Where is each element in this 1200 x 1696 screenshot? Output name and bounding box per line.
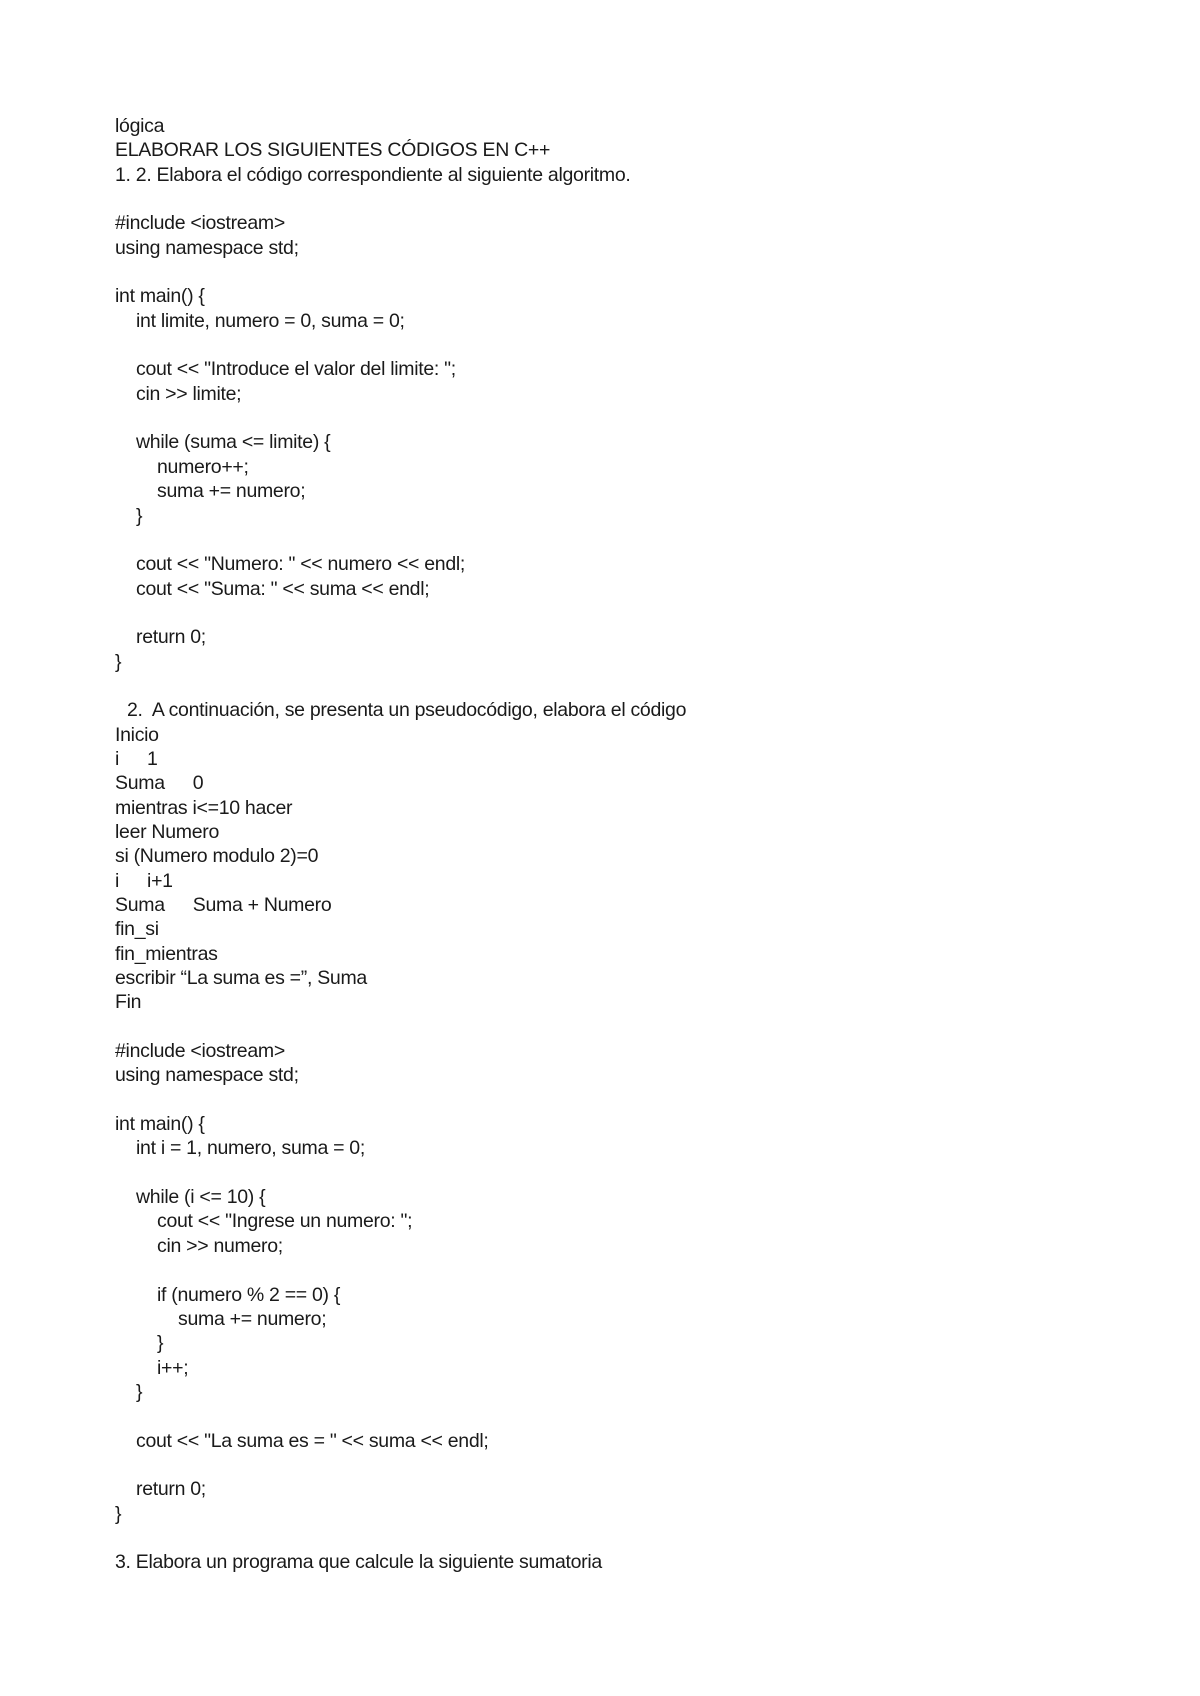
code-line: cout << "Numero: " << numero << endl; (136, 553, 466, 576)
pseudocode-text: i (115, 747, 120, 770)
code-line (115, 1161, 1115, 1185)
pseudocode-value: 0 (192, 772, 204, 795)
pseudocode-line (115, 966, 1115, 990)
pseudocode-line (115, 990, 1115, 1014)
spacer (115, 1015, 1115, 1039)
code-line: cout << "La suma es = " << suma << endl; (136, 1429, 489, 1452)
code-line: using namespace std; (115, 236, 299, 259)
spacer (115, 1526, 1115, 1550)
code-line: if (numero % 2 == 0) { (157, 1283, 341, 1306)
code-line: return 0; (136, 626, 206, 649)
code-line: i++; (157, 1356, 189, 1379)
pseudocode-value: i+1 (147, 869, 173, 892)
pseudocode-line (115, 747, 1115, 771)
code-line (115, 1453, 1115, 1477)
code-line: cout << "Introduce el valor del limite: "; (136, 358, 456, 381)
code-block-2 (115, 1039, 1115, 1526)
code-line: int main() { (115, 285, 205, 308)
pseudocode-line (115, 723, 1115, 747)
code-line: cout << "Suma: " << suma << endl; (136, 577, 430, 600)
code-line (115, 1088, 1115, 1112)
pseudocode-line (115, 917, 1115, 941)
code-line: return 0; (136, 1478, 206, 1501)
exercise-2-prompt: 2. A continuación, se presenta un pseudocódigo, elabora el código (127, 699, 687, 722)
code-line: while (suma <= limite) { (136, 431, 331, 454)
code-line (115, 1404, 1115, 1428)
code-line: cin >> limite; (136, 382, 242, 405)
code-line (115, 406, 1115, 430)
pseudocode-line (115, 844, 1115, 868)
code-line: using namespace std; (115, 1064, 299, 1087)
code-line: int limite, numero = 0, suma = 0; (136, 309, 405, 332)
code-line: int i = 1, numero, suma = 0; (136, 1137, 365, 1160)
code-line: #include <iostream> (115, 1040, 285, 1063)
code-line: suma += numero; (178, 1307, 327, 1330)
code-line: cin >> numero; (157, 1234, 283, 1257)
pseudocode-line (115, 796, 1115, 820)
pseudocode-text: Inicio (115, 723, 159, 746)
code-line: int main() { (115, 1113, 205, 1136)
pseudocode-text: Fin (115, 991, 142, 1014)
code-line: cout << "Ingrese un numero: "; (157, 1210, 413, 1233)
code-line (115, 1258, 1115, 1282)
pseudocode-text: fin_si (115, 918, 159, 941)
code-line (115, 601, 1115, 625)
code-line: } (136, 504, 143, 527)
pseudocode-text: si (Numero modulo 2)=0 (115, 845, 319, 868)
pseudocode-value: Suma + Numero (192, 894, 332, 916)
pseudocode-line (115, 893, 1115, 917)
pseudocode-text: mientras i<=10 hacer (115, 796, 293, 819)
exercise-1-prompt: 1. 2. Elabora el código correspondiente al siguiente algoritmo. (115, 163, 631, 186)
spacer (115, 187, 1115, 211)
pseudocode-line (115, 869, 1115, 893)
pseudocode-value: 1 (147, 747, 158, 770)
page-heading: ELABORAR LOS SIGUIENTES CÓDIGOS EN C++ (115, 139, 551, 162)
code-line (115, 528, 1115, 552)
pseudocode-text: Suma (115, 894, 165, 916)
document-content (115, 114, 1115, 1575)
code-line (115, 333, 1115, 357)
code-line: } (157, 1332, 164, 1355)
pseudocode-line (115, 820, 1115, 844)
pseudocode-line (115, 942, 1115, 966)
pseudocode-text: leer Numero (115, 820, 219, 843)
spacer (115, 674, 1115, 698)
code-block-1 (115, 211, 1115, 674)
pseudocode-text: fin_mientras (115, 942, 218, 965)
code-line: } (115, 1502, 122, 1525)
pseudocode-text: Suma (115, 772, 165, 795)
code-line: } (136, 1380, 143, 1403)
code-line: #include <iostream> (115, 212, 285, 235)
exercise-3-prompt: 3. Elabora un programa que calcule la siguiente sumatoria (115, 1551, 602, 1574)
code-line: } (115, 650, 122, 673)
pseudocode-block (115, 723, 1115, 1015)
pseudocode-text: escribir “La suma es =”, Suma (115, 967, 367, 990)
code-line: numero++; (157, 455, 249, 478)
code-line: while (i <= 10) { (136, 1186, 266, 1209)
code-line: suma += numero; (157, 480, 306, 503)
subject-label: lógica (115, 115, 165, 137)
pseudocode-text: i (115, 869, 120, 892)
pseudocode-line (115, 771, 1115, 795)
code-line (115, 260, 1115, 284)
